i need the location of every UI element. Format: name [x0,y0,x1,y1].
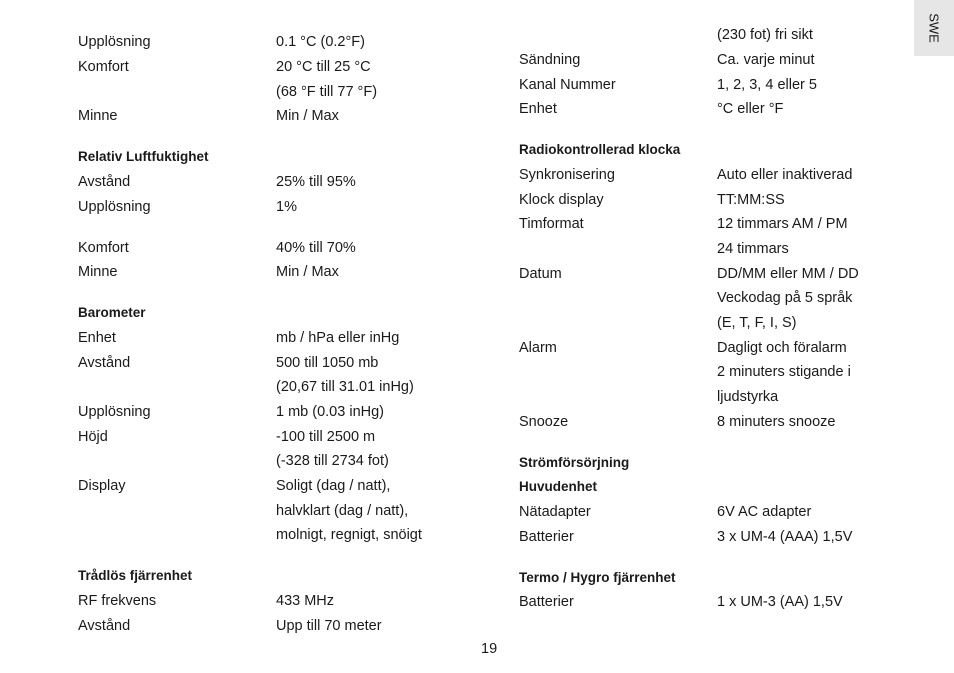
spec-value: halvklart (dag / natt), [276,503,409,519]
subsection-heading: Huvudenhet [519,479,598,494]
spec-label: Sändning [519,52,581,68]
spec-value: 24 timmars [717,241,789,257]
spec-value: 1 mb (0.03 inHg) [276,404,384,420]
spec-value: 500 till 1050 mb [276,355,379,371]
spec-value: (68 °F till 77 °F) [276,84,378,100]
spec-label: Nätadapter [519,504,591,520]
spec-label: Upplösning [78,404,151,420]
spec-value: 3 x UM-4 (AAA) 1,5V [717,529,853,545]
spec-label: Minne [78,108,118,124]
spec-value: ljudstyrka [717,389,779,405]
spec-label: Avstånd [78,174,131,190]
language-tab [914,0,954,56]
spec-value: molnigt, regnigt, snöigt [276,527,422,543]
spec-value: Veckodag på 5 språk [717,290,853,306]
spec-value: 2 minuters stigande i [717,364,851,380]
section-heading: Termo / Hygro fjärrenhet [519,570,676,585]
spec-value: 1 x UM-3 (AA) 1,5V [717,594,843,610]
spec-value: Dagligt och föralarm [717,340,847,356]
spec-value: Min / Max [276,108,339,124]
spec-value: 40% till 70% [276,240,356,256]
spec-label: Kanal Nummer [519,77,616,93]
spec-label: Avstånd [78,618,131,634]
spec-label: Komfort [78,59,129,75]
spec-value: (E, T, F, I, S) [717,315,797,331]
spec-value: (20,67 till 31.01 inHg) [276,379,414,395]
spec-label: Synkronisering [519,167,615,183]
spec-value: Soligt (dag / natt), [276,478,391,494]
spec-value: Ca. varje minut [717,52,815,68]
spec-value: mb / hPa eller inHg [276,330,400,346]
spec-label: Datum [519,266,562,282]
spec-label: Höjd [78,429,108,445]
spec-label: Alarm [519,340,557,356]
spec-label: Minne [78,264,118,280]
spec-label: Snooze [519,414,569,430]
section-heading: Trådlös fjärrenhet [78,568,193,583]
spec-label: Enhet [519,101,557,117]
spec-label: Klock display [519,192,604,208]
spec-label: Komfort [78,240,129,256]
language-tab-label: SWE [926,13,942,43]
spec-value: 25% till 95% [276,174,356,190]
spec-value: Min / Max [276,264,339,280]
spec-value: 1, 2, 3, 4 eller 5 [717,77,817,93]
spec-label: Batterier [519,529,574,545]
section-heading: Barometer [78,305,146,320]
spec-value: 1% [276,199,297,215]
spec-value: Auto eller inaktiverad [717,167,853,183]
page-number: 19 [481,641,498,657]
section-heading: Radiokontrollerad klocka [519,142,681,157]
spec-value: 12 timmars AM / PM [717,216,848,232]
spec-value: (230 fot) fri sikt [717,27,813,43]
section-heading: Strömförsörjning [519,455,630,470]
spec-value: 8 minuters snooze [717,414,836,430]
spec-label: Enhet [78,330,116,346]
section-heading: Relativ Luftfuktighet [78,149,209,164]
spec-value: Upp till 70 meter [276,618,382,634]
spec-value: -100 till 2500 m [276,429,376,445]
spec-value: 433 MHz [276,593,335,609]
spec-label: RF frekvens [78,593,157,609]
spec-label: Upplösning [78,199,151,215]
spec-label: Avstånd [78,355,131,371]
spec-value: (-328 till 2734 fot) [276,453,389,469]
spec-label: Display [78,478,126,494]
spec-value: TT:MM:SS [717,192,785,208]
spec-label: Batterier [519,594,574,610]
spec-value: 0.1 °C (0.2°F) [276,34,365,50]
spec-value: DD/MM eller MM / DD [717,266,859,282]
spec-label: Timformat [519,216,584,232]
spec-value: °C eller °F [717,101,784,117]
spec-label: Upplösning [78,34,151,50]
spec-value: 6V AC adapter [717,504,812,520]
spec-value: 20 °C till 25 °C [276,59,371,75]
